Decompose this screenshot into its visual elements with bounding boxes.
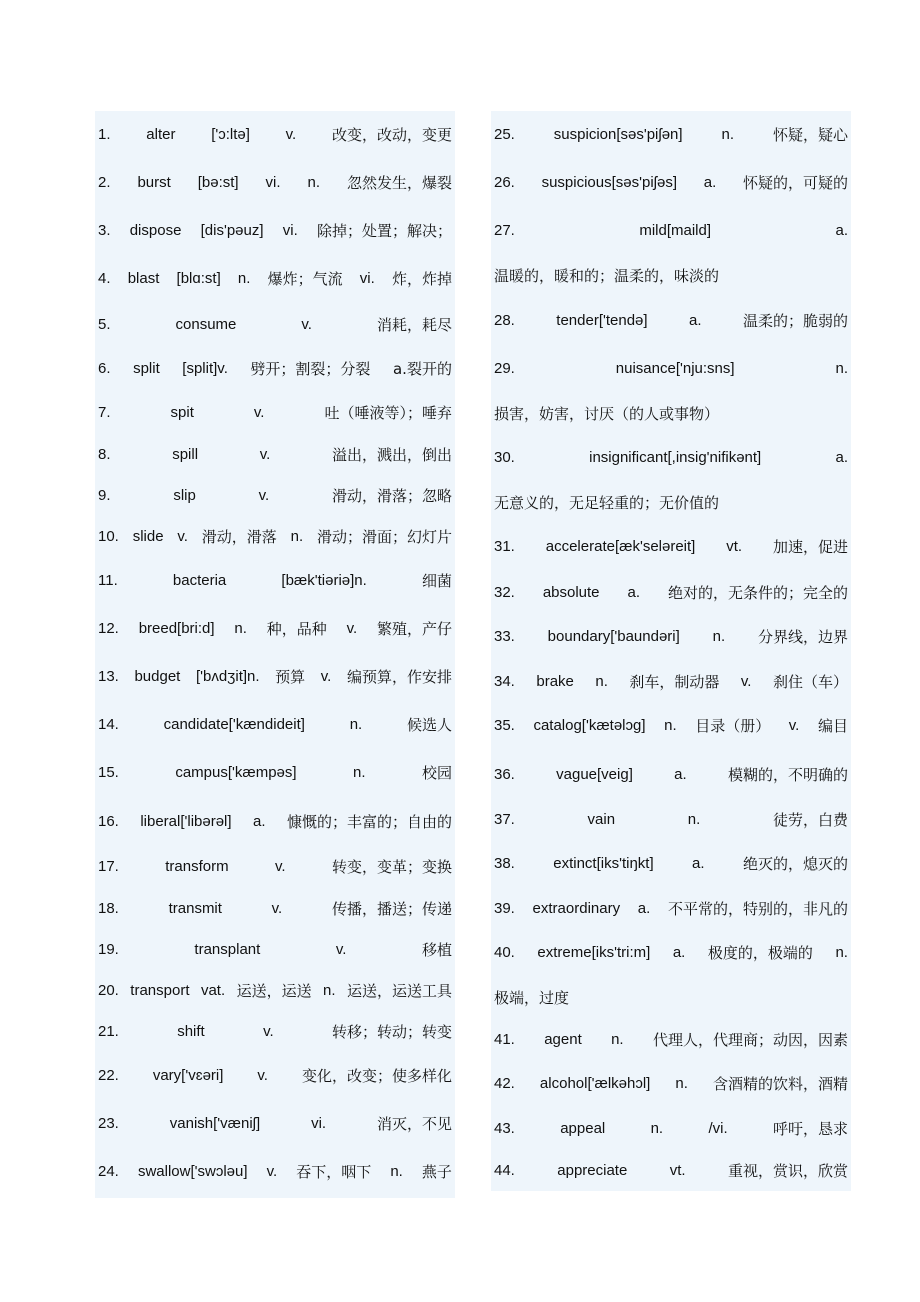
- vocab-entry: [98, 857, 452, 877]
- vocab-token: extraordinary: [532, 900, 621, 917]
- vocab-token: a.: [835, 222, 848, 239]
- vocab-entry-line: [98, 359, 452, 379]
- vocab-token: v.: [259, 446, 271, 463]
- vocab-token: n.: [664, 717, 677, 734]
- vocab-column-right: [491, 111, 851, 1191]
- vocab-token: catalog['kætəlɔg]: [533, 717, 646, 734]
- vocab-token: appeal: [560, 1120, 606, 1137]
- vocab-token: breed[bri:d]: [138, 620, 215, 637]
- vocab-entry: [494, 1030, 848, 1050]
- vocab-entry-line: [98, 899, 452, 919]
- vocab-token: v.: [263, 1023, 274, 1040]
- vocab-token: v.: [335, 941, 347, 958]
- vocab-token: alcohol['ælkəhɔl]: [539, 1075, 651, 1092]
- vocab-token: n.: [349, 716, 363, 733]
- vocab-token: 13.: [98, 668, 119, 685]
- vocab-token: 3.: [98, 222, 111, 239]
- vocab-token: vt.: [726, 538, 743, 555]
- vocab-token: bacteria: [172, 572, 227, 589]
- vocab-entry: [494, 1161, 848, 1181]
- vocab-token: 温柔的；脆弱的: [742, 312, 848, 330]
- vocab-entry: [98, 403, 452, 423]
- vocab-token: 不平常的，特别的，非凡的: [667, 900, 848, 918]
- vocab-token: 9.: [98, 487, 111, 504]
- vocab-token: 29.: [494, 360, 515, 377]
- vocab-token: 8.: [98, 446, 111, 463]
- vocab-entry-line: [494, 1161, 848, 1181]
- vocab-token: appreciate: [557, 1162, 628, 1179]
- vocab-token: 怀疑，疑心: [772, 126, 848, 144]
- vocab-token: 39.: [494, 900, 515, 917]
- vocab-entry: [494, 537, 848, 557]
- vocab-token: transmit: [168, 900, 222, 917]
- vocab-token: blast: [127, 270, 160, 287]
- vocab-token: 预算: [275, 668, 306, 686]
- vocab-entry-line: [98, 571, 452, 591]
- vocab-entry: [98, 1162, 452, 1182]
- vocab-token: v.: [740, 673, 752, 690]
- vocab-token: tender['tendə]: [556, 312, 648, 329]
- vocab-token: brake: [536, 673, 574, 690]
- vocab-token: slip: [173, 487, 196, 504]
- vocab-token: extreme[iks'tri:m]: [537, 944, 651, 961]
- vocab-token: 分界线，边界: [757, 628, 848, 646]
- vocab-token: 10.: [98, 528, 119, 545]
- vocab-entry: [98, 269, 452, 289]
- vocab-entry-line: [98, 981, 452, 1001]
- vocab-entry: [494, 359, 848, 379]
- vocab-token: a.: [692, 855, 705, 872]
- vocab-token: 滑动；滑面；幻灯片: [316, 528, 452, 546]
- vocab-token: 劈开；割裂；分裂: [250, 360, 371, 378]
- vocab-token: 编目: [817, 717, 848, 735]
- vocab-token: vague[veig]: [556, 766, 633, 783]
- vocab-token: extinct[iks'tiŋkt]: [553, 855, 654, 872]
- vocab-entry-line: [494, 810, 848, 830]
- vocab-token: 30.: [494, 449, 515, 466]
- vocab-entry: [98, 667, 452, 687]
- vocab-token: n.: [835, 944, 848, 961]
- vocab-token: 32.: [494, 584, 515, 601]
- vocab-token: 28.: [494, 312, 515, 329]
- vocab-token: 爆炸；气流: [267, 270, 343, 288]
- vocab-entry: [494, 627, 848, 647]
- vocab-entry: [494, 1074, 848, 1094]
- vocab-token: 刹车，制动器: [629, 673, 720, 691]
- vocab-token: spit: [170, 404, 194, 421]
- vocab-token: vt.: [669, 1162, 686, 1179]
- vocab-entry: [98, 527, 452, 547]
- vocab-token: n.: [721, 126, 735, 143]
- vocab-token: 代理人，代理商；动因，因素: [652, 1031, 848, 1049]
- vocab-entry: [98, 173, 452, 193]
- vocab-token: n.: [237, 270, 251, 287]
- vocab-token: 35.: [494, 717, 515, 734]
- vocab-token: 慷慨的；丰富的；自由的: [286, 813, 452, 831]
- vocab-entry: [494, 1119, 848, 1139]
- vocab-entry: [98, 940, 452, 960]
- vocab-token: n.: [650, 1120, 664, 1137]
- vocab-token: v.: [266, 1163, 278, 1180]
- vocab-token: 模糊的，不明确的: [727, 766, 848, 784]
- vocab-token: 极度的，极端的: [707, 944, 813, 962]
- vocab-token: n.: [835, 360, 848, 377]
- vocab-token: n.: [323, 982, 336, 999]
- vocab-token: 消灭，不见: [376, 1115, 452, 1133]
- vocab-entry: [494, 125, 848, 145]
- vocab-token: 21.: [98, 1023, 119, 1040]
- vocab-entry: [494, 672, 848, 692]
- vocab-token: 44.: [494, 1162, 515, 1179]
- vocab-token: 27.: [494, 222, 515, 239]
- vocab-token: 重视，赏识，欣赏: [727, 1162, 848, 1180]
- vocab-token: boundary['baundəri]: [547, 628, 680, 645]
- vocab-token: [dis'pəuz]: [200, 222, 264, 239]
- vocab-token: budget: [134, 668, 181, 685]
- vocab-entry-line: [98, 1022, 452, 1042]
- vocab-token: [blɑ:st]: [176, 270, 221, 287]
- vocab-token: [bæk'tiəriə]n.: [281, 572, 367, 589]
- vocab-token: 繁殖，产仔: [376, 620, 452, 638]
- vocab-entry: [98, 359, 452, 379]
- vocab-token: swallow['swɔləu]: [137, 1163, 248, 1180]
- vocab-entry: [98, 486, 452, 506]
- vocab-token: v.: [788, 717, 800, 734]
- vocab-entry-line: [98, 527, 452, 547]
- vocab-token: v.: [320, 668, 332, 685]
- vocab-token: a.: [674, 766, 687, 783]
- vocab-token: vi.: [265, 174, 281, 191]
- vocab-entry-line: [494, 672, 848, 692]
- vocab-token: v.: [253, 404, 265, 421]
- vocab-token: v.: [301, 316, 312, 333]
- vocab-token: 滑动，滑落；忽略: [331, 487, 452, 505]
- vocab-entry: [494, 899, 848, 919]
- vocab-token: v.: [257, 1067, 268, 1084]
- vocab-entry-line: [98, 1162, 452, 1182]
- vocab-token: ['ɔ:ltə]: [211, 126, 250, 143]
- vocab-token: nuisance['nju:sns]: [615, 360, 735, 377]
- vocab-token: n.: [307, 174, 320, 191]
- vocab-token: 滑动，滑落: [201, 528, 277, 546]
- vocab-token: v.: [275, 858, 286, 875]
- vocab-token: suspicious[səs'piʃəs]: [541, 174, 678, 191]
- vocab-token: 运送，运送工具: [346, 982, 452, 1000]
- vocab-token: split: [133, 360, 160, 377]
- vocab-token: 20.: [98, 982, 119, 999]
- vocab-entry: [494, 311, 848, 331]
- vocab-entry: [98, 125, 452, 145]
- vocab-entry-line: [98, 715, 452, 735]
- vocab-entry-line: [98, 812, 452, 832]
- vocab-token: insignificant[,insig'nifikənt]: [589, 449, 762, 466]
- vocab-token: n.: [675, 1075, 688, 1092]
- vocab-entry-line: [98, 403, 452, 423]
- vocab-entry: [98, 1022, 452, 1042]
- vocab-token: v.: [271, 900, 283, 917]
- vocab-token: 26.: [494, 174, 515, 191]
- vocab-entry: [98, 899, 452, 919]
- vocab-token: liberal['libərəl]: [140, 813, 232, 830]
- vocab-token: 2.: [98, 174, 111, 191]
- vocab-token: vi.: [311, 1115, 327, 1132]
- vocab-entry-line: [98, 125, 452, 145]
- vocab-token: 加速，促进: [772, 538, 848, 556]
- vocab-token: 22.: [98, 1067, 119, 1084]
- vocab-entry-line: [98, 269, 452, 289]
- vocab-token: a.: [627, 584, 640, 601]
- vocab-token: 12.: [98, 620, 119, 637]
- vocab-token: transform: [165, 858, 229, 875]
- vocab-token: 1.: [98, 126, 111, 143]
- vocab-token: 15.: [98, 764, 119, 781]
- vocab-token: n.: [234, 620, 247, 637]
- vocab-entry: [494, 716, 848, 736]
- vocab-token: 目录（册）: [695, 717, 771, 735]
- vocab-token: 编预算，作安排: [346, 668, 452, 686]
- vocab-token: vanish['væniʃ]: [169, 1115, 261, 1132]
- vocab-token: a.: [835, 449, 848, 466]
- vocab-token: v.: [258, 487, 270, 504]
- vocab-entry-line: [494, 1119, 848, 1139]
- vocab-token: 绝灭的，熄灭的: [742, 855, 848, 873]
- vocab-entry-line: [98, 315, 452, 335]
- vocab-entry-line: [494, 221, 848, 241]
- vocab-entry-line: [98, 940, 452, 960]
- vocab-token: [split]v.: [182, 360, 228, 377]
- vocab-token: 38.: [494, 855, 515, 872]
- vocab-token: /vi.: [708, 1120, 728, 1137]
- vocab-token: 33.: [494, 628, 515, 645]
- vocab-token: 42.: [494, 1075, 515, 1092]
- vocab-entry-line: [98, 173, 452, 193]
- vocab-token: slide: [132, 528, 164, 545]
- vocab-token: 转变，变革；变换: [331, 858, 452, 876]
- vocab-entry: [98, 315, 452, 335]
- vocab-token: 运送，运送: [236, 982, 312, 1000]
- vocab-entry-line: [494, 359, 848, 379]
- vocab-token: mild[maild]: [639, 222, 712, 239]
- vocab-token: vary['vɛəri]: [152, 1067, 224, 1084]
- vocab-token: 5.: [98, 316, 111, 333]
- vocab-token: dispose: [129, 222, 182, 239]
- vocab-entry-line: [494, 311, 848, 331]
- vocab-entry: [98, 715, 452, 735]
- vocab-token: a.: [703, 174, 717, 191]
- vocab-token: n.: [595, 673, 608, 690]
- vocab-token: 19.: [98, 941, 119, 958]
- vocab-entry: [98, 812, 452, 832]
- vocab-entry-continuation: 无意义的，无足轻重的；无价值的: [494, 494, 720, 512]
- vocab-token: 41.: [494, 1031, 515, 1048]
- vocab-token: [bə:st]: [197, 174, 239, 191]
- vocab-token: 呼吁，恳求: [772, 1120, 848, 1138]
- vocab-token: a.: [637, 900, 651, 917]
- vocab-entry-line: [494, 716, 848, 736]
- vocab-token: 刹住（车）: [772, 673, 848, 691]
- vocab-token: a.: [672, 944, 686, 961]
- vocab-token: 34.: [494, 673, 515, 690]
- vocab-entry: [98, 571, 452, 591]
- vocab-entry: [98, 221, 452, 241]
- vocab-token: n.: [290, 528, 304, 545]
- vocab-token: ['bʌdʒit]n.: [195, 668, 260, 685]
- vocab-entry-line: [494, 448, 848, 468]
- vocab-token: 忽然发生，爆裂: [346, 174, 452, 192]
- vocab-token: 36.: [494, 766, 515, 783]
- vocab-entry-line: [494, 943, 848, 963]
- vocab-entry: [494, 765, 848, 785]
- vocab-token: 溢出，溅出，倒出: [331, 446, 452, 464]
- vocab-token: consume: [175, 316, 237, 333]
- vocab-entry-line: [98, 857, 452, 877]
- vocab-token: 4.: [98, 270, 111, 287]
- vocab-entry: [494, 810, 848, 830]
- vocab-token: transport: [130, 982, 190, 999]
- vocab-token: n.: [687, 811, 701, 828]
- vocab-entry-line: [98, 1114, 452, 1134]
- vocab-token: 吐（唾液等）；唾弃: [324, 404, 452, 422]
- vocab-token: candidate['kændideit]: [163, 716, 305, 733]
- vocab-token: 移植: [421, 941, 452, 959]
- vocab-token: n.: [712, 628, 726, 645]
- vocab-token: alter: [146, 126, 176, 143]
- vocab-token: 43.: [494, 1120, 515, 1137]
- vocab-token: absolute: [542, 584, 600, 601]
- vocab-entry-continuation: 极端，过度: [494, 989, 570, 1007]
- vocab-token: 徒劳，白费: [772, 811, 848, 829]
- vocab-entry-line: [494, 583, 848, 603]
- vocab-entry-line: [494, 125, 848, 145]
- vocab-entry-line: [98, 763, 452, 783]
- vocab-entry: [98, 1114, 452, 1134]
- vocab-entry: [494, 583, 848, 603]
- vocab-entry-line: [98, 221, 452, 241]
- vocab-token: transplant: [194, 941, 261, 958]
- vocab-entry: [98, 763, 452, 783]
- vocab-token: 炸，炸掉: [391, 270, 452, 288]
- vocab-entry-continuation: 损害，妨害，讨厌（的人或事物）: [494, 405, 720, 423]
- vocab-entry-line: [98, 619, 452, 639]
- vocab-token: 传播，播送；传递: [331, 900, 452, 918]
- vocab-token: vi.: [359, 270, 375, 287]
- vocab-token: v.: [285, 126, 297, 143]
- vocab-entry: [98, 445, 452, 465]
- vocab-entry: [98, 619, 452, 639]
- vocab-token: 14.: [98, 716, 119, 733]
- vocab-entry: [494, 854, 848, 874]
- vocab-entry: [494, 943, 848, 963]
- vocab-token: 11.: [98, 572, 118, 589]
- vocab-entry-line: [494, 1074, 848, 1094]
- vocab-token: 含酒精的饮料，酒精: [712, 1075, 848, 1093]
- vocab-token: 18.: [98, 900, 119, 917]
- vocab-token: 怀疑的，可疑的: [742, 174, 848, 192]
- vocab-token: 6.: [98, 360, 111, 377]
- vocab-token: accelerate[æk'seləreit]: [545, 538, 696, 555]
- vocab-token: v.: [346, 620, 358, 637]
- vocab-entry-line: [98, 667, 452, 687]
- vocab-token: 消耗，耗尽: [376, 316, 452, 334]
- vocab-column-left: [95, 111, 455, 1198]
- vocab-entry-line: [494, 537, 848, 557]
- vocab-entry: [98, 1066, 452, 1086]
- vocab-token: spill: [172, 446, 199, 463]
- vocab-token: campus['kæmpəs]: [175, 764, 297, 781]
- vocab-entry-line: [494, 627, 848, 647]
- vocab-token: 31.: [494, 538, 515, 555]
- vocab-entry: [494, 173, 848, 193]
- vocab-token: n.: [353, 764, 366, 781]
- vocab-token: vi.: [282, 222, 298, 239]
- vocab-token: vain: [587, 811, 616, 828]
- vocab-token: 17.: [98, 858, 119, 875]
- vocab-token: 种，品种: [266, 620, 327, 638]
- vocab-token: shift: [177, 1023, 205, 1040]
- vocab-token: vat.: [200, 982, 226, 999]
- vocab-token: 吞下，咽下: [296, 1163, 372, 1181]
- vocab-entry-line: [494, 899, 848, 919]
- vocab-entry: [98, 981, 452, 1001]
- vocab-token: 转移；转动；转变: [331, 1023, 452, 1041]
- vocab-token: a.: [253, 813, 266, 830]
- vocab-token: 7.: [98, 404, 111, 421]
- vocab-entry-line: [494, 173, 848, 193]
- vocab-token: 40.: [494, 944, 515, 961]
- vocab-entry: [494, 221, 848, 241]
- vocab-token: n.: [390, 1163, 403, 1180]
- vocab-token: 25.: [494, 126, 515, 143]
- vocab-token: 37.: [494, 811, 515, 828]
- vocab-token: suspicion[səs'piʃən]: [553, 126, 683, 143]
- vocab-token: 23.: [98, 1115, 119, 1132]
- vocab-token: 校园: [421, 764, 452, 782]
- vocab-token: 候选人: [406, 716, 452, 734]
- vocab-token: a.裂开的: [392, 360, 452, 378]
- vocab-token: 24.: [98, 1163, 119, 1180]
- vocab-token: 改变，改动，变更: [331, 126, 452, 144]
- vocab-entry-line: [494, 854, 848, 874]
- vocab-entry: [494, 448, 848, 468]
- vocab-token: 燕子: [421, 1163, 452, 1181]
- vocab-token: burst: [137, 174, 171, 191]
- vocab-token: a.: [689, 312, 702, 329]
- vocab-token: 绝对的，无条件的；完全的: [667, 584, 848, 602]
- vocab-token: agent: [544, 1031, 582, 1048]
- vocab-entry-line: [98, 486, 452, 506]
- vocab-entry-continuation: 温暖的，暖和的；温柔的，味淡的: [494, 267, 720, 285]
- vocab-token: 除掉；处置；解决；: [316, 222, 452, 240]
- vocab-token: n.: [611, 1031, 624, 1048]
- vocab-token: v.: [177, 528, 188, 545]
- vocab-token: 16.: [98, 813, 119, 830]
- vocab-entry-line: [98, 445, 452, 465]
- vocab-entry-line: [494, 1030, 848, 1050]
- vocab-entry-line: [98, 1066, 452, 1086]
- vocab-token: 细菌: [421, 572, 452, 590]
- vocab-entry-line: [494, 765, 848, 785]
- vocab-token: 变化，改变；使多样化: [301, 1067, 452, 1085]
